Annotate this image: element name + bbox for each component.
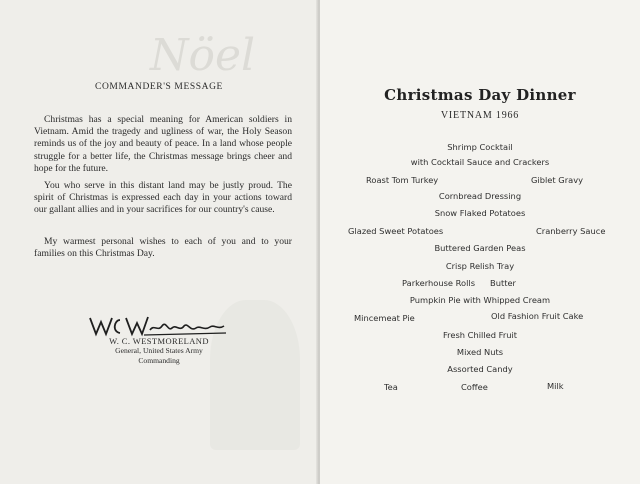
signature-block (0, 314, 318, 366)
menu-item-butter: Butter (490, 278, 516, 288)
menu-item-mixed-nuts: Mixed Nuts (456, 347, 504, 357)
menu-item-roast-turkey: Roast Tom Turkey (366, 175, 439, 185)
menu-item-snow-flaked-potatoes: Snow Flaked Potatoes (434, 208, 526, 218)
menu-item-cranberry-sauce: Cranberry Sauce (536, 226, 606, 236)
signer-name: W. C. WESTMORELAND (109, 336, 209, 346)
message-paragraph-2: You who serve in this distant land may be justly proud. The spirit of Christmas is expressed each day in your actions toward our gallant allies and in your sacrifices for our country's cause. (34, 180, 292, 216)
menu-item-fresh-fruit: Fresh Chilled Fruit (442, 330, 518, 340)
right-page (320, 0, 640, 484)
menu-item-glazed-sweet-potatoes: Glazed Sweet Potatoes (348, 226, 444, 236)
menu-item-buttered-peas: Buttered Garden Peas (434, 243, 526, 253)
signer-role: Commanding (138, 356, 180, 365)
menu-item-shrimp-cocktail: Shrimp Cocktail (447, 142, 513, 152)
menu-item-tea: Tea (384, 382, 398, 392)
menu-item-pumpkin-pie: Pumpkin Pie with Whipped Cream (409, 295, 551, 305)
signer-rank: General, United States Army (115, 346, 203, 355)
menu-item-coffee: Coffee (461, 382, 488, 392)
menu-subtitle: VIETNAM 1966 (440, 110, 520, 121)
menu-item-mincemeat-pie: Mincemeat Pie (354, 313, 415, 323)
menu-title: Christmas Day Dinner (384, 86, 576, 104)
menu-item-relish-tray: Crisp Relish Tray (445, 261, 515, 271)
menu-item-milk: Milk (547, 381, 564, 391)
menu-item-parkerhouse-rolls: Parkerhouse Rolls (402, 278, 476, 288)
commanders-message-heading: COMMANDER'S MESSAGE (95, 82, 223, 92)
menu-item-assorted-candy: Assorted Candy (447, 364, 513, 374)
message-paragraph-3: My warmest personal wishes to each of you and to your families on this Christmas Day. (34, 236, 292, 260)
message-paragraph-1: Christmas has a special meaning for American soldiers in Vietnam. Amid the tragedy and ugliness of war, the Holy Season reminds us of the joy and beauty of peace. In a land whose people struggle for a better life, the Christmas message brings cheer and hope for the future. (34, 114, 292, 174)
menu-item-giblet-gravy: Giblet Gravy (531, 175, 584, 185)
menu-item-cornbread-dressing: Cornbread Dressing (438, 191, 522, 201)
menu-item-cocktail-sauce: with Cocktail Sauce and Crackers (410, 157, 550, 167)
menu-item-fruit-cake: Old Fashion Fruit Cake (491, 311, 584, 321)
handwritten-signature (0, 314, 318, 336)
left-page (0, 0, 318, 484)
show-through-script: Nöel (150, 30, 256, 81)
